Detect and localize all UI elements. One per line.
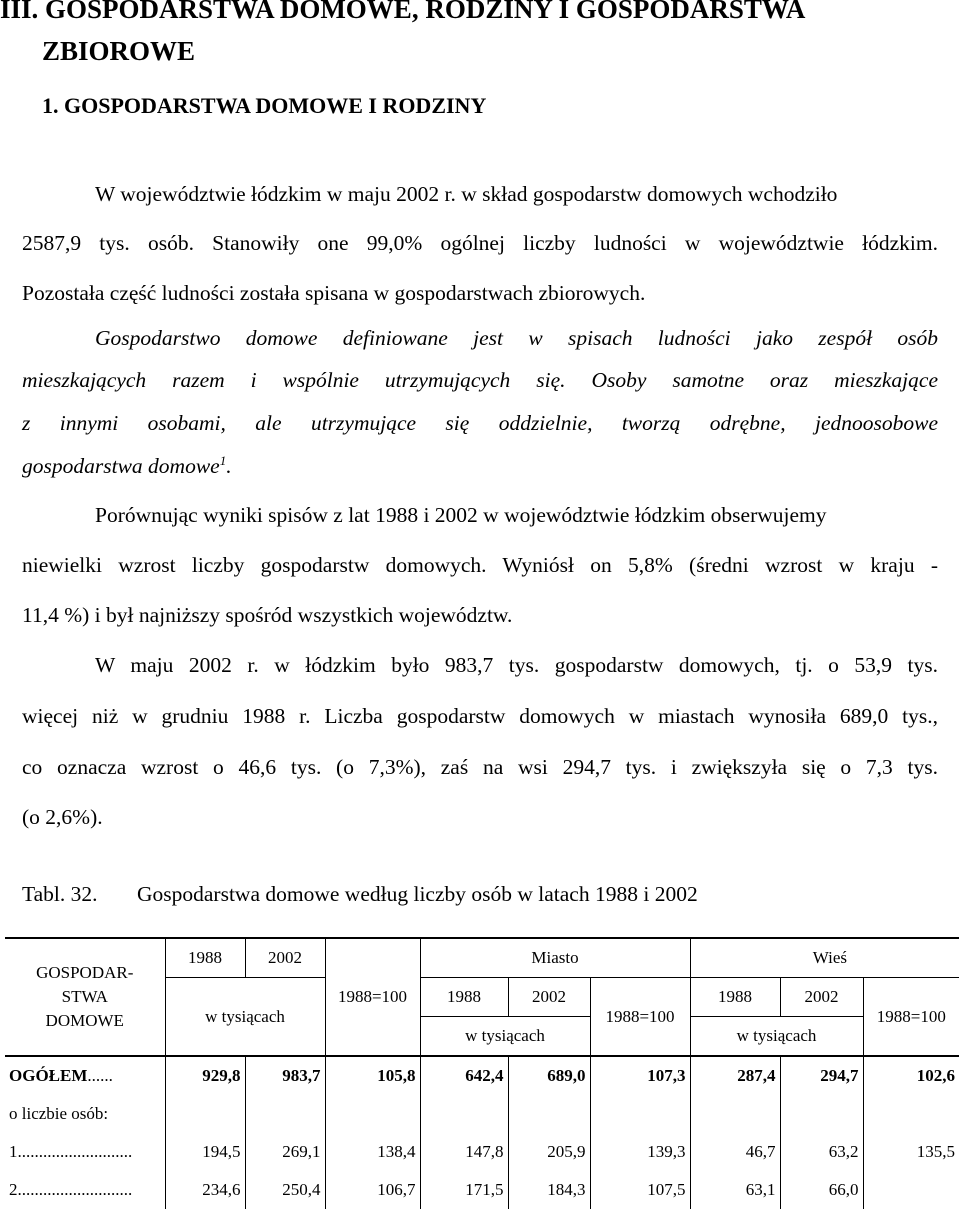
cell: 205,9 (508, 1133, 590, 1171)
cell (325, 1095, 420, 1133)
paragraph-4-line-4: (o 2,6%). (22, 805, 103, 829)
cell (508, 1095, 590, 1133)
table-label: Tabl. 32. (22, 882, 98, 906)
paragraph-2-line-3: z innymi osobami, ale utrzymujące się oddzielnie, tworzą odrębne, jednoosobowe (22, 411, 938, 435)
cell: 147,8 (420, 1133, 508, 1171)
cell: 46,7 (690, 1133, 780, 1171)
row-label-text: 2 (9, 1180, 18, 1199)
header-miasto-index: 1988=100 (590, 978, 690, 1057)
paragraph-1-line-2: 2587,9 tys. osób. Stanowiły one 99,0% ogólnej liczby ludności w województwie łódzkim. (22, 231, 938, 255)
paragraph-3-line-1: Porównując wyniki spisów z lat 1988 i 2002 w województwie łódzkim obserwujemy (95, 503, 827, 527)
row-label-dots: ........................... (17, 1180, 133, 1199)
table-title: Gospodarstwa domowe według liczby osób w latach 1988 i 2002 (137, 882, 698, 906)
paragraph-1-line-3: Pozostała część ludności została spisana w gospodarstwach zbiorowych. (22, 281, 646, 305)
cell (690, 1095, 780, 1133)
cell: 184,3 (508, 1171, 590, 1209)
stub-header (5, 938, 165, 1056)
cell (590, 1095, 690, 1133)
row-label-dots: ...... (87, 1066, 113, 1085)
row-label (5, 1171, 165, 1209)
cell (245, 1095, 325, 1133)
header-wies-1988: 1988 (690, 978, 780, 1017)
cell (780, 1095, 863, 1133)
paragraph-2-line-4-text: gospodarstwa domowe (22, 454, 220, 479)
paragraph-1-line-1: W województwie łódzkim w maju 2002 r. w skład gospodarstw domowych wchodziło (95, 182, 838, 206)
cell: 105,8 (325, 1056, 420, 1095)
cell: 689,0 (508, 1056, 590, 1095)
paragraph-3-line-2: niewielki wzrost liczby gospodarstw domowych. Wyniósł on 5,8% (średni wzrost w kraju - (22, 553, 938, 577)
header-miasto-thousands: w tysiącach (420, 1017, 590, 1057)
cell: 106,7 (325, 1171, 420, 1209)
cell: 102,6 (863, 1056, 959, 1095)
households-table (5, 937, 959, 1209)
header-miasto: Miasto (420, 938, 690, 978)
header-2002: 2002 (245, 938, 325, 978)
cell: 250,4 (245, 1171, 325, 1209)
cell: 269,1 (245, 1133, 325, 1171)
cell: 135,5 (863, 1133, 959, 1171)
paragraph-2-line-4 (22, 453, 232, 479)
cell: 138,4 (325, 1133, 420, 1171)
row-label-text: OGÓŁEM (9, 1066, 88, 1085)
paragraph-2-line-1: Gospodarstwo domowe definiowane jest w spisach ludności jako zespół osób (95, 326, 938, 350)
paragraph-4-line-1: W maju 2002 r. w łódzkim było 983,7 tys. gospodarstw domowych, tj. o 53,9 tys. (95, 653, 938, 677)
cell (420, 1095, 508, 1133)
header-wies-index: 1988=100 (863, 978, 959, 1057)
cell: 929,8 (165, 1056, 245, 1095)
cell: 63,2 (780, 1133, 863, 1171)
cell: 63,1 (690, 1171, 780, 1209)
paragraph-2-line-2: mieszkających razem i wspólnie utrzymujących się. Osoby samotne oraz mieszkające (22, 368, 938, 392)
paragraph-4-line-3: co oznacza wzrost o 46,6 tys. (o 7,3%), zaś na wsi 294,7 tys. i zwiększyła się o 7,3 tys. (22, 755, 938, 779)
cell: 107,5 (590, 1171, 690, 1209)
row-label-text: 1 (9, 1142, 18, 1161)
cell: 642,4 (420, 1056, 508, 1095)
cell (863, 1095, 959, 1133)
cell: 287,4 (690, 1056, 780, 1095)
header-miasto-1988: 1988 (420, 978, 508, 1017)
section-heading: 1. GOSPODARSTWA DOMOWE I RODZINY (42, 93, 487, 118)
row-label-dots: ........................... (17, 1142, 133, 1161)
stub-header-line-3: DOMOWE (45, 1011, 124, 1030)
cell: 294,7 (780, 1056, 863, 1095)
header-1988: 1988 (165, 938, 245, 978)
cell (165, 1095, 245, 1133)
header-miasto-2002: 2002 (508, 978, 590, 1017)
paragraph-2-end: . (226, 454, 232, 479)
header-wies-2002: 2002 (780, 978, 863, 1017)
stub-header-line-1: GOSPODAR- (36, 963, 134, 982)
row-label (5, 1056, 165, 1095)
paragraph-4-line-2: więcej niż w grudniu 1988 r. Liczba gospodarstw domowych w miastach wynosiła 689,0 tys., (22, 704, 938, 728)
header-thousands-total: w tysiącach (165, 978, 325, 1057)
cell: 107,3 (590, 1056, 690, 1095)
cell: 139,3 (590, 1133, 690, 1171)
cell: 194,5 (165, 1133, 245, 1171)
header-wies-thousands: w tysiącach (690, 1017, 863, 1057)
header-wies: Wieś (690, 938, 959, 978)
stub-header-line-2: STWA (61, 987, 108, 1006)
chapter-heading-line1: III. GOSPODARSTWA DOMOWE, RODZINY I GOSPODARSTWA (0, 0, 806, 24)
footnote-marker: 1 (219, 453, 227, 468)
cell: 234,6 (165, 1171, 245, 1209)
cell: 983,7 (245, 1056, 325, 1095)
paragraph-3-line-3: 11,4 %) i był najniższy spośród wszystkich województw. (22, 603, 513, 627)
cell: 171,5 (420, 1171, 508, 1209)
cell (863, 1171, 959, 1209)
row-label: o liczbie osób: (9, 1104, 109, 1123)
row-label (5, 1133, 165, 1171)
cell: 66,0 (780, 1171, 863, 1209)
header-index-total: 1988=100 (325, 938, 420, 1056)
chapter-heading-line2: ZBIOROWE (42, 36, 196, 66)
